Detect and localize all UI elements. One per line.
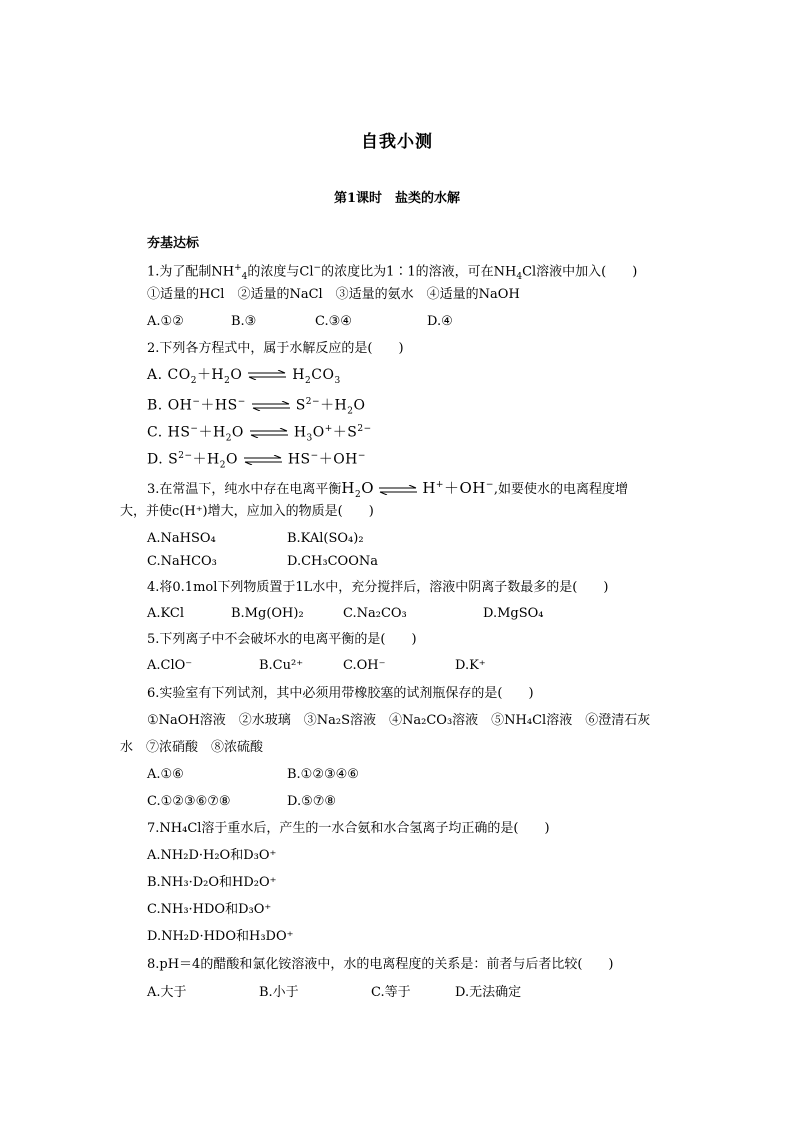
question-8-stem: 8.pH＝4的醋酸和氯化铵溶液中，水的电离程度的关系是：前者与后者比较( ) <box>147 957 614 972</box>
question-6-items: ①NaOH溶液 ②水玻璃 ③Na₂S溶液 ④Na₂CO₃溶液 ⑤NH₄Cl溶液 ⑥澄清石灰 <box>147 713 651 728</box>
option-c: C.Na₂CO₃ <box>343 606 407 621</box>
option-b: B.小于 <box>259 985 299 1000</box>
question-5-options <box>147 657 486 675</box>
question-3-stem: 3.在常温下，纯水中存在电离平衡$H_2O$ H+＋OH−,如要使水的电离程度增 <box>147 479 629 500</box>
option-c: C.OH⁻ <box>343 658 386 673</box>
option-d: D.K⁺ <box>455 658 486 673</box>
question-2-option-c: C. $HS^-+H_2O$ $H_3O^++S^{2-}$ <box>147 424 372 444</box>
option-d: D.MgSO₄ <box>483 606 544 621</box>
option-c: C.③④ <box>315 314 352 329</box>
question-6-options-row-2 <box>147 793 336 811</box>
question-2-option-b: B. OH−＋HS− $S^{2-}+H_2O$ <box>147 397 366 417</box>
option-d: D.CH₃COONa <box>287 554 378 569</box>
equilibrium-arrow-icon <box>249 428 289 438</box>
question-7-option-a: A.NH₂D·H₂O和D₃O⁺ <box>147 848 277 863</box>
question-2-stem: 2.下列各方程式中，属于水解反应的是( ) <box>147 341 404 356</box>
option-c: C.NaHCO₃ <box>147 554 217 569</box>
option-b: B.③ <box>231 314 257 329</box>
question-6-options-row-1 <box>147 766 359 784</box>
lesson-subtitle: 第1课时 盐类的水解 <box>333 191 461 206</box>
option-a: A.KCl <box>147 606 184 621</box>
option-a: A.NaHSO₄ <box>147 531 216 546</box>
question-4-stem: 4.将0.1mol下列物质置于1L水中，充分搅拌后，溶液中阴离子数最多的是( ) <box>147 580 609 595</box>
question-1-stem: 1.为了配制$NH^+_4$的浓度与Cl−的浓度比为1∶1的溶液，可在$NH_4Cl$溶液中加入( ) <box>147 263 638 282</box>
option-b: B.Cu²⁺ <box>259 658 304 673</box>
option-d: D.⑤⑦⑧ <box>287 794 337 809</box>
question-1-items: ①适量的HCl ②适量的NaCl ③适量的氨水 ④适量的NaOH <box>147 287 520 302</box>
option-b: B.Mg(OH)₂ <box>231 606 304 621</box>
question-8-options <box>147 984 521 1002</box>
equilibrium-arrow-icon <box>247 370 287 380</box>
page-title: 自我小测 <box>361 132 433 152</box>
equilibrium-arrow-icon <box>243 455 283 465</box>
question-6-stem: 6.实验室有下列试剂，其中必须用带橡胶塞的试剂瓶保存的是( ) <box>147 686 534 701</box>
option-c: C.等于 <box>371 985 411 1000</box>
question-3-stem-continued: 大，并使c(H⁺)增大，应加入的物质是( ) <box>120 504 374 519</box>
question-4-options <box>147 605 544 623</box>
section-heading: 夯基达标 <box>147 236 200 251</box>
question-6-items-continued: 水 ⑦浓硝酸 ⑧浓硫酸 <box>120 740 264 755</box>
option-b: B.KAl(SO₄)₂ <box>287 531 364 546</box>
equilibrium-arrow-icon <box>378 485 418 495</box>
question-2-option-d: D. $S^{2-}+H_2O$ HS−＋OH− <box>147 451 366 471</box>
question-3-options-row-2 <box>147 553 378 571</box>
question-2-option-a: A. $CO_2+H_2O$ $H_2CO_3$ <box>147 367 341 386</box>
equilibrium-arrow-icon <box>251 401 291 411</box>
question-7-option-c: C.NH₃·HDO和D₃O⁺ <box>147 902 272 917</box>
option-a: A.①⑥ <box>147 767 184 782</box>
option-d: D.④ <box>427 314 453 329</box>
option-c: C.①②③⑥⑦⑧ <box>147 794 231 809</box>
option-a: A.大于 <box>147 985 187 1000</box>
question-7-stem: 7.NH₄Cl溶于重水后，产生的一水合氨和水合氢离子均正确的是( ) <box>147 821 550 836</box>
question-5-stem: 5.下列离子中不会破坏水的电离平衡的是( ) <box>147 632 417 647</box>
question-1-options <box>147 313 453 331</box>
option-a: A.ClO⁻ <box>147 658 193 673</box>
question-7-option-b: B.NH₃·D₂O和HD₂O⁺ <box>147 875 277 890</box>
question-3-options-row-1 <box>147 530 364 548</box>
question-7-option-d: D.NH₂D·HDO和H₃DO⁺ <box>147 929 294 944</box>
option-d: D.无法确定 <box>455 985 522 1000</box>
option-b: B.①②③④⑥ <box>287 767 359 782</box>
option-a: A.①② <box>147 314 184 329</box>
